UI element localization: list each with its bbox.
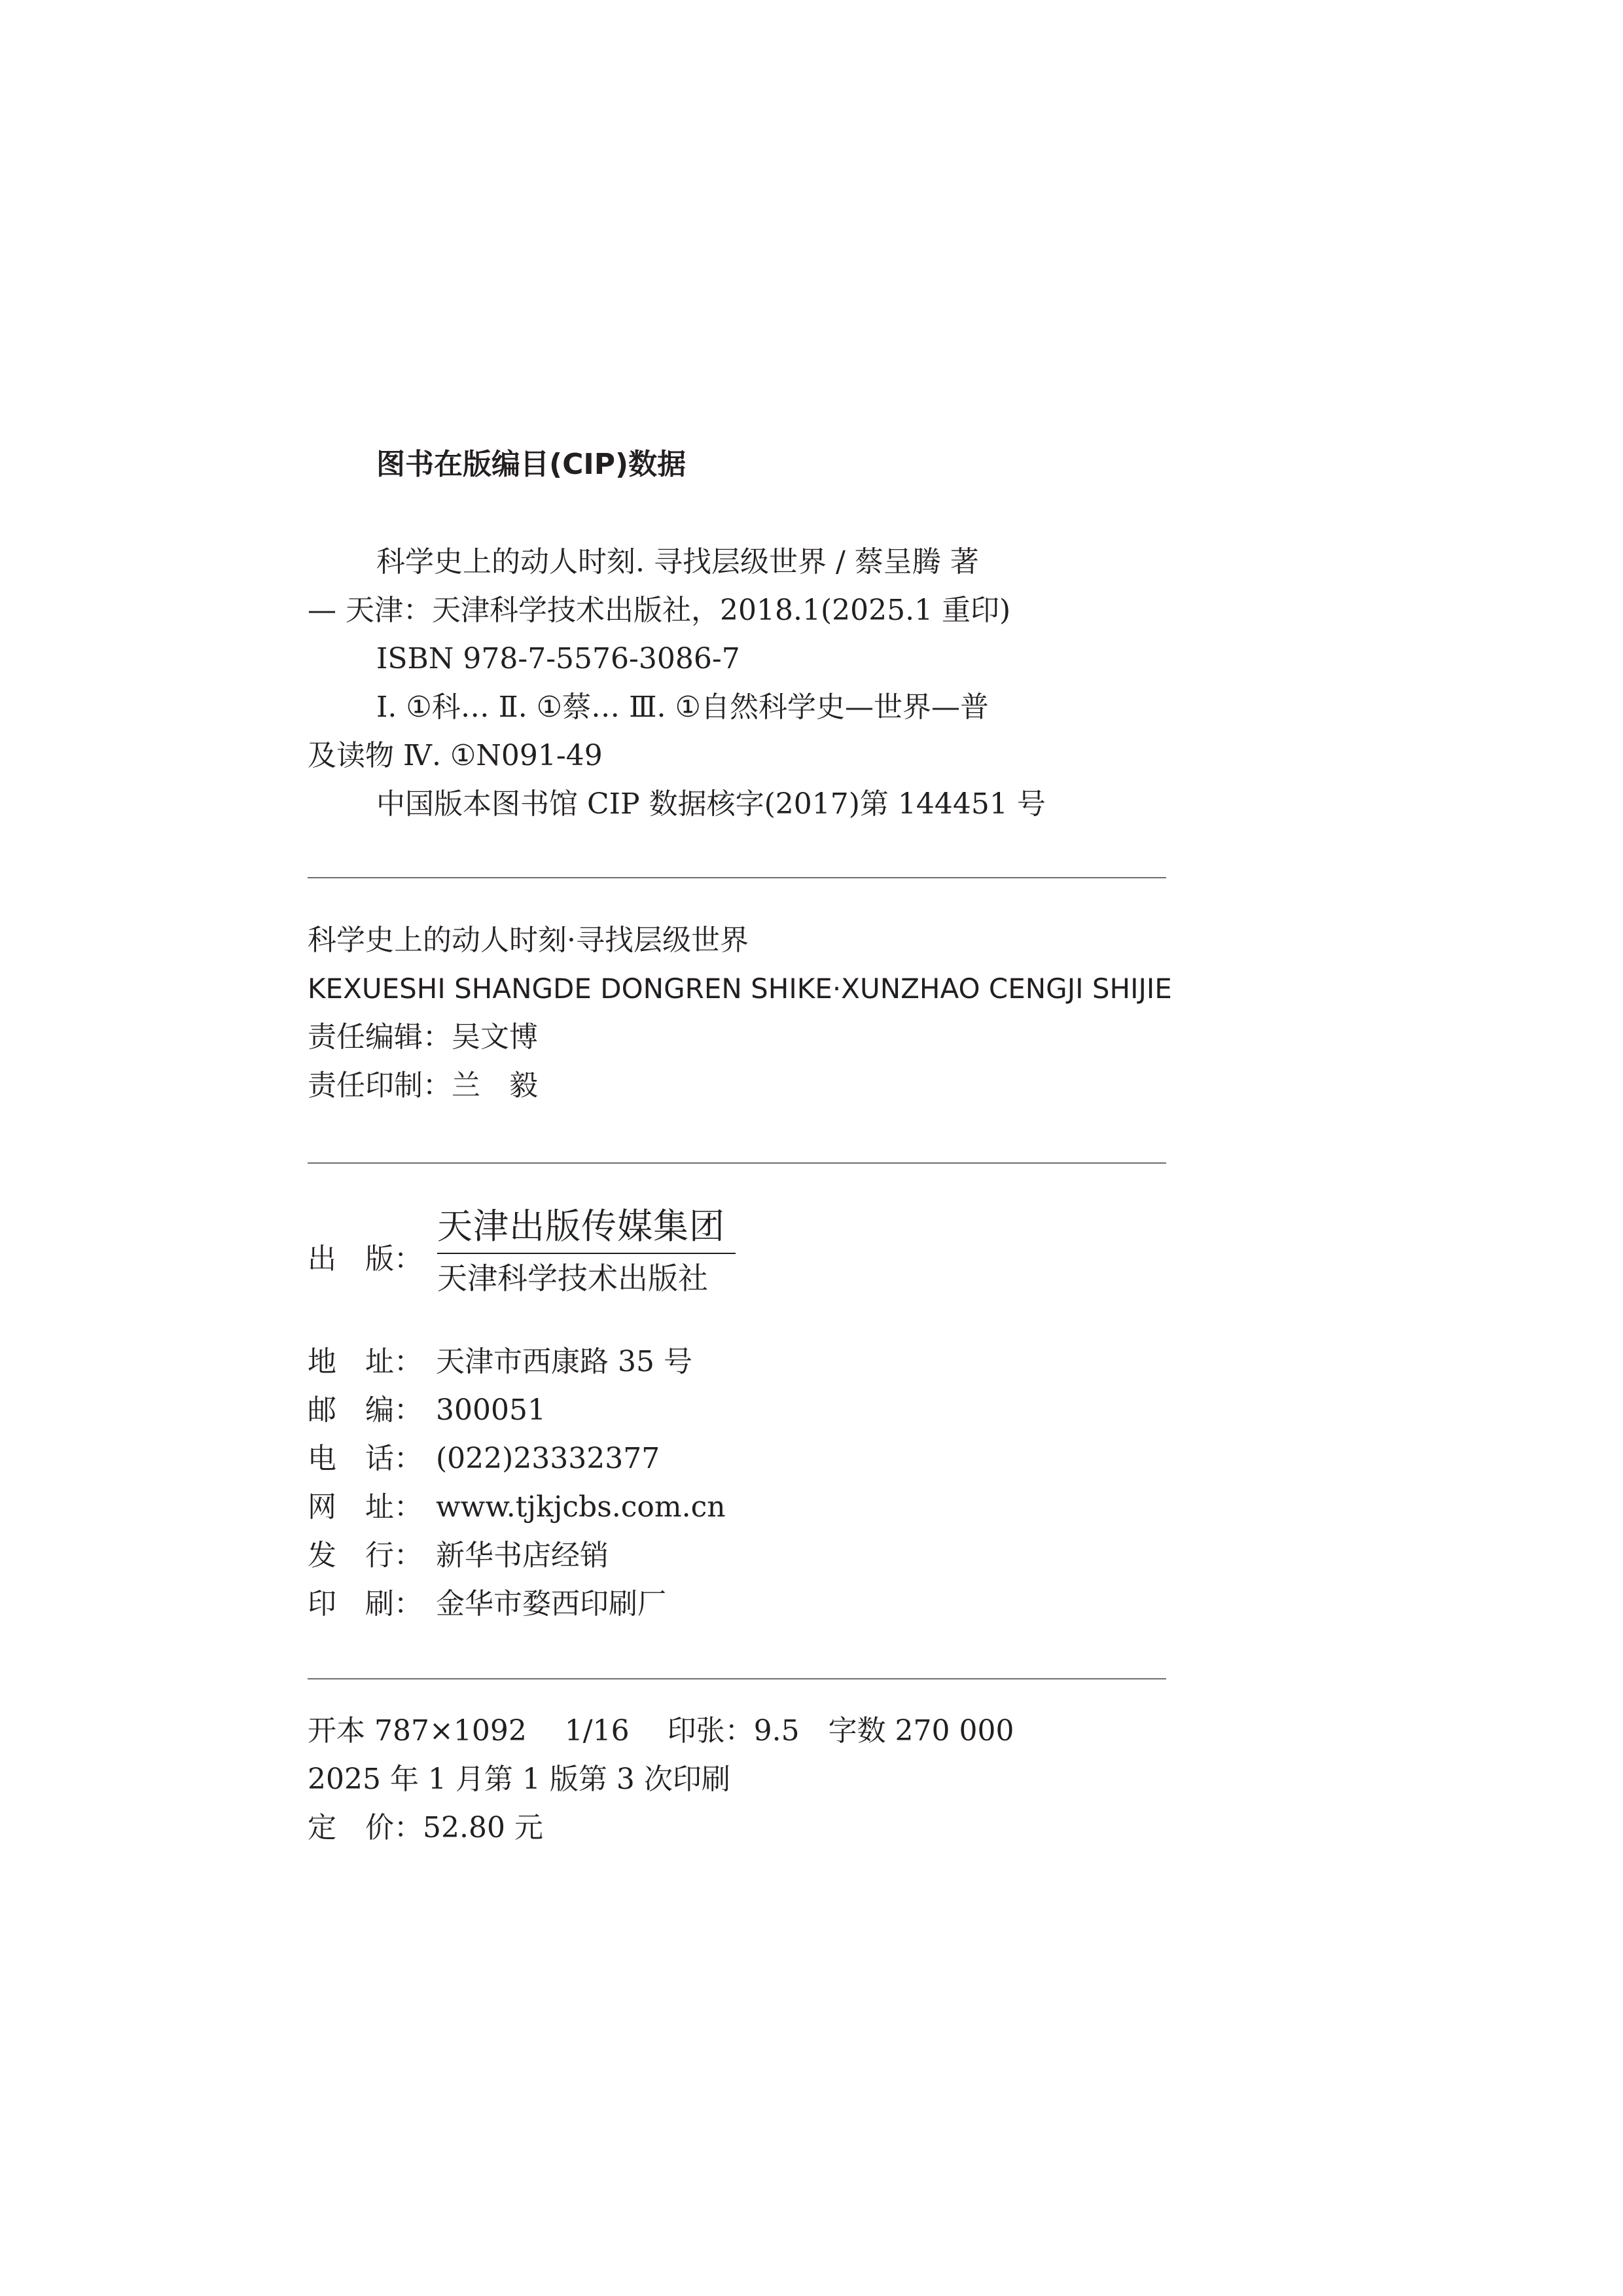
responsible-editor: 责任编辑：吴文博	[308, 1020, 538, 1054]
price-line: 定 价：52.80 元	[308, 1811, 543, 1844]
publisher-names	[437, 1203, 736, 1301]
book-info	[308, 916, 1172, 1110]
cip-classification-line: 及读物 Ⅳ. ①N091-49	[308, 739, 603, 772]
format-line: 开本 787×1092 1/16 印张：9.5 字数 270 000	[308, 1714, 1014, 1748]
edition-line: 2025 年 1 月第 1 版第 3 次印刷	[308, 1763, 730, 1796]
publisher-details	[308, 1338, 726, 1628]
cip-title-line: 科学史上的动人时刻. 寻找层级世界 / 蔡呈腾 著	[376, 545, 979, 579]
book-title-pinyin: KEXUESHI SHANGDE DONGREN SHIKE·XUNZHAO CENGJI SHIJIE	[308, 973, 1172, 1005]
detail-label: 地 址：	[308, 1345, 423, 1378]
cip-publication-line: — 天津：天津科学技术出版社，2018.1(2025.1 重印)	[308, 594, 1011, 627]
postcode-line	[308, 1386, 726, 1435]
publisher-press: 天津科学技术出版社	[437, 1261, 708, 1296]
cip-subject-line: Ⅰ. ①科… Ⅱ. ①蔡… Ⅲ. ①自然科学史—世界—普	[376, 691, 989, 724]
distribution-line	[308, 1532, 726, 1580]
detail-value: www.tjkjcbs.com.cn	[436, 1490, 726, 1524]
detail-label: 邮 编：	[308, 1393, 423, 1427]
address-line	[308, 1338, 726, 1386]
printer-line	[308, 1580, 726, 1628]
print-specs	[308, 1707, 1014, 1852]
publisher-label: 出 版：	[308, 1242, 423, 1276]
cip-isbn-line: ISBN 978-7-5576-3086-7	[376, 642, 740, 675]
divider	[308, 1678, 1166, 1679]
detail-value: 天津市西康路 35 号	[436, 1345, 692, 1378]
book-title-cn: 科学史上的动人时刻·寻找层级世界	[308, 924, 749, 957]
detail-label: 电 话：	[308, 1442, 423, 1475]
detail-value: 300051	[436, 1393, 546, 1427]
detail-value: 金华市婺西印刷厂	[436, 1587, 666, 1621]
website-line	[308, 1483, 726, 1532]
cip-record-number-line: 中国版本图书馆 CIP 数据核字(2017)第 144451 号	[376, 787, 1046, 821]
cip-record	[308, 538, 1171, 829]
phone-line	[308, 1435, 726, 1483]
cip-heading: 图书在版编目(CIP)数据	[376, 448, 687, 481]
detail-value: (022)23332377	[436, 1442, 660, 1475]
detail-label: 发 行：	[308, 1539, 423, 1572]
print-supervisor: 责任印制：兰 毅	[308, 1069, 538, 1102]
detail-value: 新华书店经销	[436, 1539, 609, 1572]
publisher-group: 天津出版传媒集团	[437, 1203, 736, 1254]
divider	[308, 1162, 1166, 1164]
detail-label: 网 址：	[308, 1490, 423, 1524]
publisher-block	[308, 1203, 766, 1308]
divider	[308, 877, 1166, 878]
detail-label: 印 刷：	[308, 1587, 423, 1621]
